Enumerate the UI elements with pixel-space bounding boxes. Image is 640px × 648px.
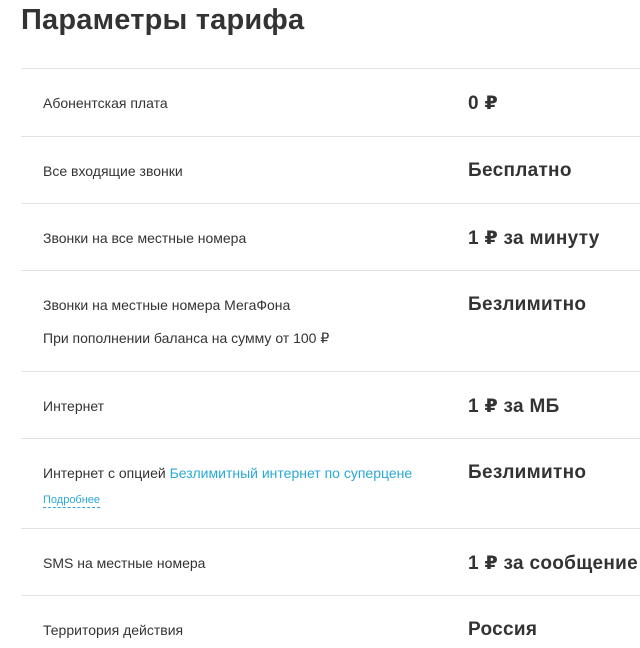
param-name (43, 465, 412, 481)
param-row-sms (21, 528, 640, 595)
param-row-internet-option (21, 438, 640, 528)
param-value: 1 ₽ за минуту (468, 228, 600, 249)
param-value: Россия (468, 619, 538, 640)
param-row-internet (21, 371, 640, 438)
param-value: 1 ₽ за МБ (468, 396, 560, 417)
param-value: Безлимитно (468, 462, 587, 483)
param-row-territory (21, 595, 640, 648)
param-row-local-calls (21, 203, 640, 270)
param-name: Все входящие звонки (43, 163, 183, 179)
param-name: Территория действия (43, 622, 184, 638)
param-name-prefix: Интернет с опцией (43, 465, 170, 481)
param-name: SMS на местные номера (43, 555, 206, 571)
param-value: Бесплатно (468, 160, 572, 181)
more-details-link[interactable]: Подробнее (43, 494, 101, 506)
unlimited-internet-option-link[interactable]: Безлимитный интернет по суперцене (169, 465, 413, 481)
param-name: Звонки на местные номера МегаФона (43, 297, 291, 313)
param-row-subscription-fee (21, 68, 640, 136)
param-name: Интернет (43, 398, 105, 414)
tariff-params-table (21, 68, 640, 648)
param-note: При пополнении баланса на сумму от 100 ₽ (43, 330, 330, 346)
param-value: 0 ₽ (468, 93, 498, 114)
param-value: Безлимитно (468, 294, 587, 315)
param-row-megafon-calls (21, 270, 640, 371)
param-value: 1 ₽ за сообщение (468, 553, 639, 574)
param-row-incoming-calls (21, 136, 640, 203)
param-name: Звонки на все местные номера (43, 230, 247, 246)
param-name: Абонентская плата (43, 95, 168, 111)
page-title: Параметры тарифа (21, 4, 305, 36)
